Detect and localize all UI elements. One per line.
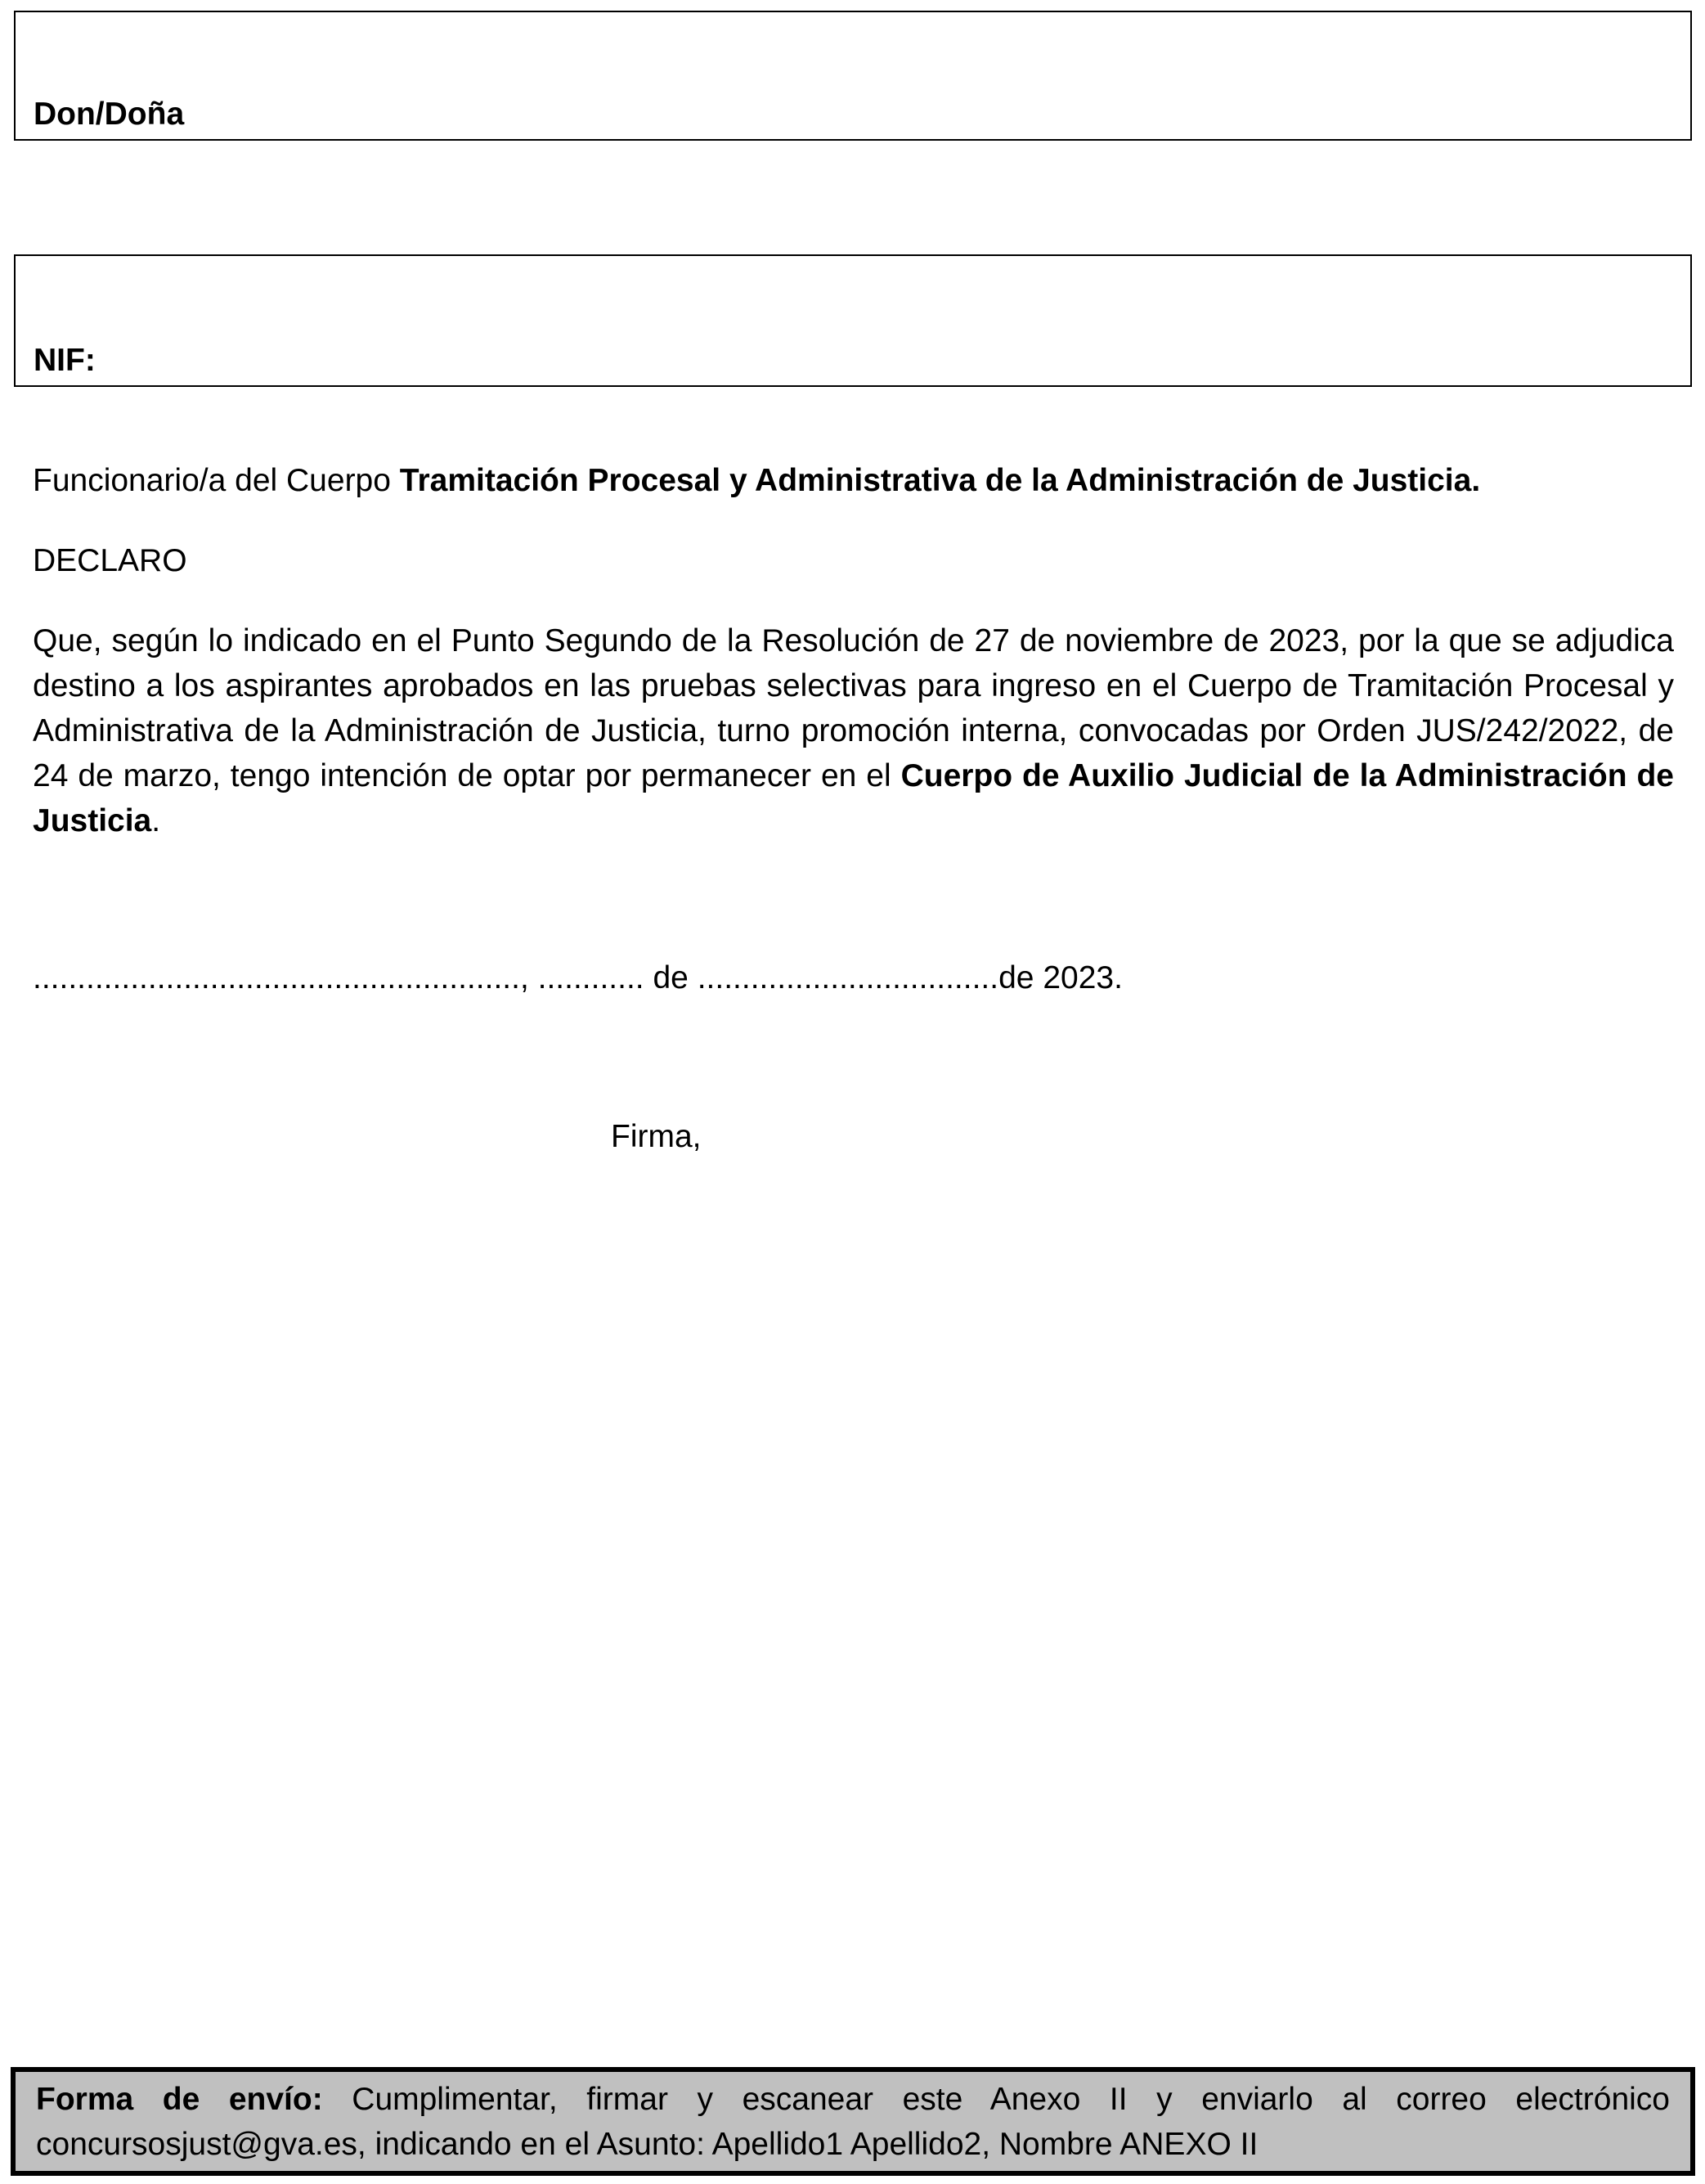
declaration-text: Que, según lo indicado en el Punto Segundo de la Resolución de 27 de noviembre de 2023, por la que se adjudica destino a los aspirantes aprobados en las pruebas selectivas para ingreso en el Cuerpo de Tramitación Procesal y Administrativa de la Administración de Justicia, turno promoción interna, convocadas por Orden JUS/242/2022, de 24 de marzo, tengo intención de optar por permanecer en el (33, 623, 1674, 793)
cuerpo-name: Tramitación Procesal y Administrativa de la Administración de Justicia. (399, 463, 1481, 498)
cuerpo-prefix: Funcionario/a del Cuerpo (33, 463, 400, 498)
nif-field-label: NIF: (34, 343, 96, 379)
signature-label: Firma, (611, 1119, 702, 1154)
name-field-label: Don/Doña (34, 97, 185, 133)
declaration-paragraph (33, 618, 1674, 843)
nif-field-box[interactable] (14, 254, 1692, 387)
name-field-box[interactable] (14, 11, 1692, 141)
cuerpo-line (33, 458, 1674, 503)
declaro-heading: DECLARO (33, 543, 187, 578)
declaration-bold-text: Cuerpo de Auxilio Judicial de la Administración de Justicia (33, 758, 1674, 838)
declaration-end: . (151, 803, 161, 838)
footer-label: Forma de envío: (36, 2082, 323, 2117)
date-place-line: ......................................................., ............ de ..................................de 2023. (33, 960, 1123, 995)
footer-text: Cumplimentar, firmar y escanear este Anexo II y enviarlo al correo electrónico concursosjust@gva.es, indicando en el Asunto: Apellido1 Apellido2, Nombre ANEXO II (36, 2082, 1670, 2162)
footer-instructions (11, 2067, 1695, 2176)
